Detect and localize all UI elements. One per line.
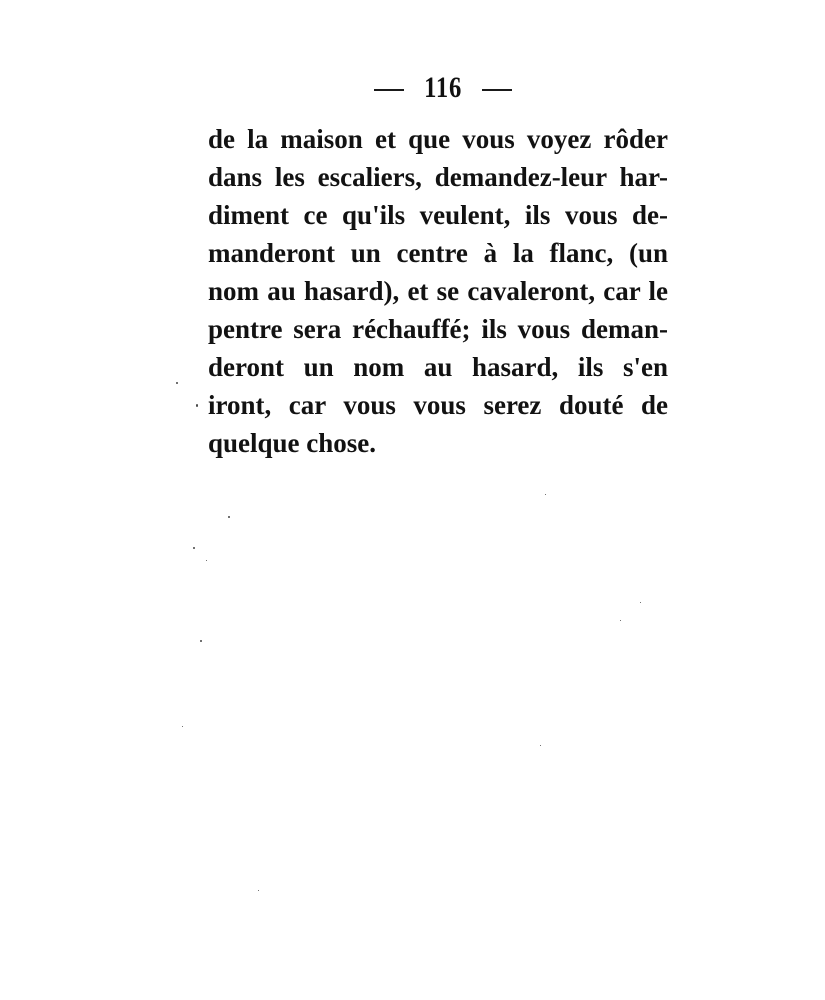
text-line-7: deront un nom au hasard, ils s'en <box>208 352 668 382</box>
text-line-9: quelque chose. <box>208 428 377 458</box>
text-line-1: de la maison et que vous voyez rôder <box>208 124 668 154</box>
text-line-4: manderont un centre à la flanc, (un <box>208 238 668 268</box>
text-line-3: diment ce qu'ils veulent, ils vous de- <box>208 200 668 230</box>
left-dash <box>374 89 404 91</box>
text-line-6: pentre sera réchauffé; ils vous deman- <box>208 314 668 344</box>
page-header <box>368 70 518 106</box>
text-line-5: nom au hasard), et se cavaleront, car le <box>208 276 668 306</box>
body-text <box>208 120 668 462</box>
text-line-2: dans les escaliers, demandez-leur har- <box>208 162 668 192</box>
text-line-8: iront, car vous vous serez douté de <box>208 390 668 420</box>
right-dash <box>482 89 512 91</box>
page-number: 116 <box>423 71 462 104</box>
